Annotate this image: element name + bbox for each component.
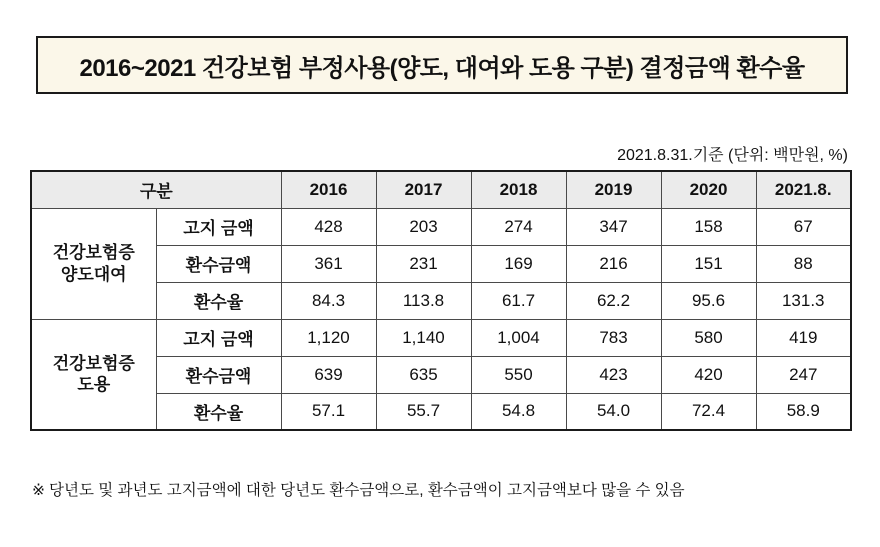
cell-value: 55.7 — [376, 393, 471, 430]
cell-value: 216 — [566, 245, 661, 282]
group-label-line2: 도용 — [77, 375, 111, 395]
cell-value: 1,140 — [376, 319, 471, 356]
cell-value: 72.4 — [661, 393, 756, 430]
cell-value: 428 — [281, 208, 376, 245]
cell-value: 203 — [376, 208, 471, 245]
header-year-2019: 2019 — [566, 171, 661, 208]
page-title: 2016~2021 건강보험 부정사용(양도, 대여와 도용 구분) 결정금액 환수율 — [79, 54, 805, 82]
cell-value: 231 — [376, 245, 471, 282]
header-gubun: 구분 — [31, 171, 281, 208]
cell-value: 88 — [756, 245, 851, 282]
table-row — [31, 319, 851, 356]
cell-value: 151 — [661, 245, 756, 282]
row-label-notice-amount: 고지 금액 — [156, 208, 281, 245]
header-year-2018: 2018 — [471, 171, 566, 208]
group-label-line1: 건강보험증 — [52, 354, 135, 373]
header-year-2020: 2020 — [661, 171, 756, 208]
header-year-2021: 2021.8. — [756, 171, 851, 208]
cell-value: 1,004 — [471, 319, 566, 356]
cell-value: 113.8 — [376, 282, 471, 319]
table-head — [31, 171, 851, 208]
cell-value: 95.6 — [661, 282, 756, 319]
row-label-recovered-amount: 환수금액 — [156, 245, 281, 282]
cell-value: 1,120 — [281, 319, 376, 356]
cell-value: 169 — [471, 245, 566, 282]
group-label-line2: 양도대여 — [60, 264, 127, 284]
group-label-line1: 건강보험증 — [52, 243, 135, 263]
header-year-2016: 2016 — [281, 171, 376, 208]
cell-value: 420 — [661, 356, 756, 393]
footnote-mark: ※ — [32, 482, 45, 499]
recovery-rate-table — [30, 170, 852, 431]
row-label-recovered-amount: 환수금액 — [156, 356, 281, 393]
cell-value: 158 — [661, 208, 756, 245]
cell-value: 635 — [376, 356, 471, 393]
row-label-notice-amount: 고지 금액 — [156, 319, 281, 356]
table-body — [31, 208, 851, 430]
cell-value: 131.3 — [756, 282, 851, 319]
cell-value: 423 — [566, 356, 661, 393]
cell-value: 61.7 — [471, 282, 566, 319]
footnote-text: 당년도 및 과년도 고지금액에 대한 당년도 환수금액으로, 환수금액이 고지금액보다 많을 수 있음 — [49, 482, 685, 499]
table-header-row — [31, 171, 851, 208]
cell-value: 57.1 — [281, 393, 376, 430]
cell-value: 580 — [661, 319, 756, 356]
cell-value: 247 — [756, 356, 851, 393]
group-label-doyong — [31, 319, 156, 430]
footnote — [32, 478, 685, 500]
cell-value: 361 — [281, 245, 376, 282]
title-banner — [36, 36, 848, 94]
table-container — [30, 170, 850, 431]
cell-value: 274 — [471, 208, 566, 245]
cell-value: 419 — [756, 319, 851, 356]
cell-value: 58.9 — [756, 393, 851, 430]
cell-value: 54.8 — [471, 393, 566, 430]
cell-value: 347 — [566, 208, 661, 245]
cell-value: 639 — [281, 356, 376, 393]
cell-value: 550 — [471, 356, 566, 393]
cell-value: 62.2 — [566, 282, 661, 319]
cell-value: 67 — [756, 208, 851, 245]
table-row — [31, 208, 851, 245]
cell-value: 783 — [566, 319, 661, 356]
header-year-2017: 2017 — [376, 171, 471, 208]
cell-value: 54.0 — [566, 393, 661, 430]
unit-note: 2021.8.31.기준 (단위: 백만원, %) — [617, 147, 848, 164]
row-label-recovery-rate: 환수율 — [156, 282, 281, 319]
row-label-recovery-rate: 환수율 — [156, 393, 281, 430]
group-label-yangdodaeyeo — [31, 208, 156, 319]
cell-value: 84.3 — [281, 282, 376, 319]
